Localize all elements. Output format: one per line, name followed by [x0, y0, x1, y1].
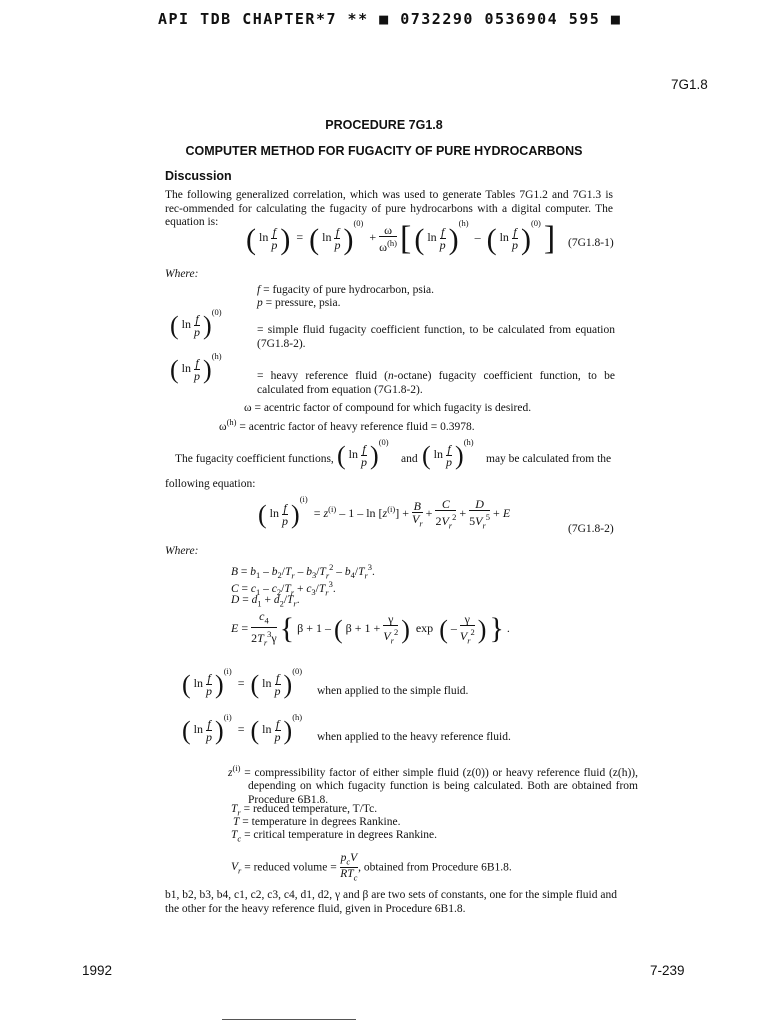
applied-heavy-eq: ( ln $\frac{f}{p}$ )$^{(i)}$ = ( ln $\frac{f}{p}$ )$^{(h)}$ [182, 712, 303, 745]
def-p-text: = pressure, psia. [265, 297, 341, 309]
footer-page-number: 7-239 [650, 963, 685, 978]
funcs-lead: The fugacity coefficient functions, [175, 453, 334, 465]
def-Tr: $T_r$ = reduced temperature, T/Tc. [231, 803, 378, 818]
def-omega-h: $\omega^{(h)}$ = acentric factor of heavy reference fluid = 0.3978. [219, 417, 475, 433]
def-C: $C = c_1 - c_2/T_r + c_3/T_r^3$. [231, 579, 336, 598]
equation-1: ( ln $\frac{f}{p}$ ) = ( ln $\frac{f}{p}$ )$^{(0)}$ + $\frac{\omega}{\omega^{(h)}}$ [ ( ln $\frac{f}{p}$ )$^{(h)}$ – ( ln $\frac{f}{p}$ )$^{(0)}$ ] [246, 218, 556, 257]
equation-2: ( ln $\frac{f}{p}$ )$^{(i)} = z^{(i)} - 1 - \ln [z^{(i)}]$ + $\frac{B}{V_r}$ + $\frac{C}{2V_r^2}$ + $\frac{D}{5V_r^5}$ + E [258, 494, 511, 530]
scan-header: API TDB CHAPTER*7 ** ■ 0732290 0536904 595 ■ [158, 10, 622, 28]
def-p: p = pressure, psia. [257, 297, 341, 309]
def-T-text: = temperature in degrees Rankine. [242, 816, 401, 828]
def-Tr-text: = reduced temperature, T/Tc. [243, 803, 378, 815]
heavy-function-term: ( ln $\frac{f}{p}$ )$^{(h)}$ [170, 351, 222, 384]
def-omega-h-text: = acentric factor of heavy reference fluid = 0.3978. [239, 420, 475, 433]
equation-2-number: (7G1.8-2) [568, 523, 614, 535]
def-omega: ω = acentric factor of compound for which fugacity is desired. [244, 402, 532, 414]
def-Tc: $T_c$ = critical temperature in degrees Rankine. [231, 829, 438, 844]
discussion-paragraph: The following generalized correlation, which was used to generate Tables 7G1.2 and 7G1.3 is rec-ommended for calculating the fugacity of pure hydrocarbons with a digital computer. The equation is: [165, 189, 613, 228]
bottom-rule [222, 1019, 356, 1020]
def-f: f = fugacity of pure hydrocarbon, psia. [257, 284, 435, 296]
procedure-subtitle: COMPUTER METHOD FOR FUGACITY OF PURE HYDROCARBONS [185, 144, 583, 158]
def-D: $D = d_1 + d_2/T_r$. [231, 594, 300, 609]
procedure-title: PROCEDURE 7G1.8 [325, 118, 443, 132]
applied-heavy-text: when applied to the heavy reference fluid. [317, 731, 511, 743]
def-heavy-c: -octane) fugacity coefficient function, to be calculated from equation (7G1.8-2). [257, 370, 615, 396]
funcs-term-0: ( ln $\frac{f}{p}$ )$^{(0)}$ [337, 437, 389, 470]
funcs-tail: may be calculated from the [486, 453, 612, 465]
footer-year: 1992 [82, 963, 113, 978]
def-Tc-text: = critical temperature in degrees Rankine. [244, 829, 438, 841]
simple-function-term: ( ln $\frac{f}{p}$ )$^{(0)}$ [170, 307, 222, 340]
def-heavy-n: n [388, 370, 394, 382]
def-z: $z^{(i)}$ = compressibility factor of either simple fluid (z(0)) or heavy reference fluid (z(h)), depending on which fugacity function is being calculated. Both are obtained from Procedure 6B1.8. [228, 763, 639, 806]
def-Vr-text-a: = reduced volume = [244, 861, 337, 874]
funcs-and: and [401, 453, 418, 465]
page-id: 7G1.8 [671, 77, 708, 92]
funcs-term-h: ( ln $\frac{f}{p}$ )$^{(h)}$ [422, 437, 474, 470]
def-E: E = $\frac{c_4}{2T_r^3\gamma}$ { β + 1 – ( β + 1 + $\frac{\gamma}{V_r^2}$ ) exp ( – $\frac{\gamma}{V_r^2}$ ) } . [231, 609, 510, 648]
def-Vr-text-b: , obtained from Procedure 6B1.8. [358, 861, 512, 874]
closing-paragraph: b1, b2, b3, b4, c1, c2, c3, c4, d1, d2, γ and β are two sets of constants, one for the simple fluid and the other for the heavy reference fluid, given in Procedure 6B1.8. [165, 889, 617, 915]
discussion-heading: Discussion [165, 169, 232, 183]
def-heavy-a: = heavy reference fluid ( [257, 370, 388, 382]
def-simple: = simple fluid fugacity coefficient function, to be calculated from equation (7G1.8-2). [257, 324, 615, 350]
where-label-1: Where: [165, 268, 199, 280]
def-Vr: $V_r$ = reduced volume = $\frac{p_cV}{RT_c}$ , obtained from Procedure 6B1.8. [231, 852, 512, 883]
equation-1-number: (7G1.8-1) [568, 237, 614, 249]
def-f-text: = fugacity of pure hydrocarbon, psia. [263, 284, 435, 296]
where-label-2: Where: [165, 545, 199, 557]
def-z-text: = compressibility factor of either simple fluid (z(0)) or heavy reference fluid (z(h)), depending on which fugacity function is being calculated. Both are obtained from Procedure 6B1.8. [244, 766, 639, 806]
applied-simple-eq: ( ln $\frac{f}{p}$ )$^{(i)}$ = ( ln $\frac{f}{p}$ )$^{(0)}$ [182, 666, 303, 699]
def-B: $B = b_1 - b_2/T_r - b_3/T_r^2 - b_4/T_r^3$. [231, 562, 375, 581]
def-heavy [257, 370, 615, 397]
funcs-cont: following equation: [165, 478, 256, 490]
def-T: T = temperature in degrees Rankine. [233, 816, 401, 828]
def-omega-text: = acentric factor of compound for which fugacity is desired. [254, 402, 532, 414]
applied-simple-text: when applied to the simple fluid. [317, 685, 469, 697]
